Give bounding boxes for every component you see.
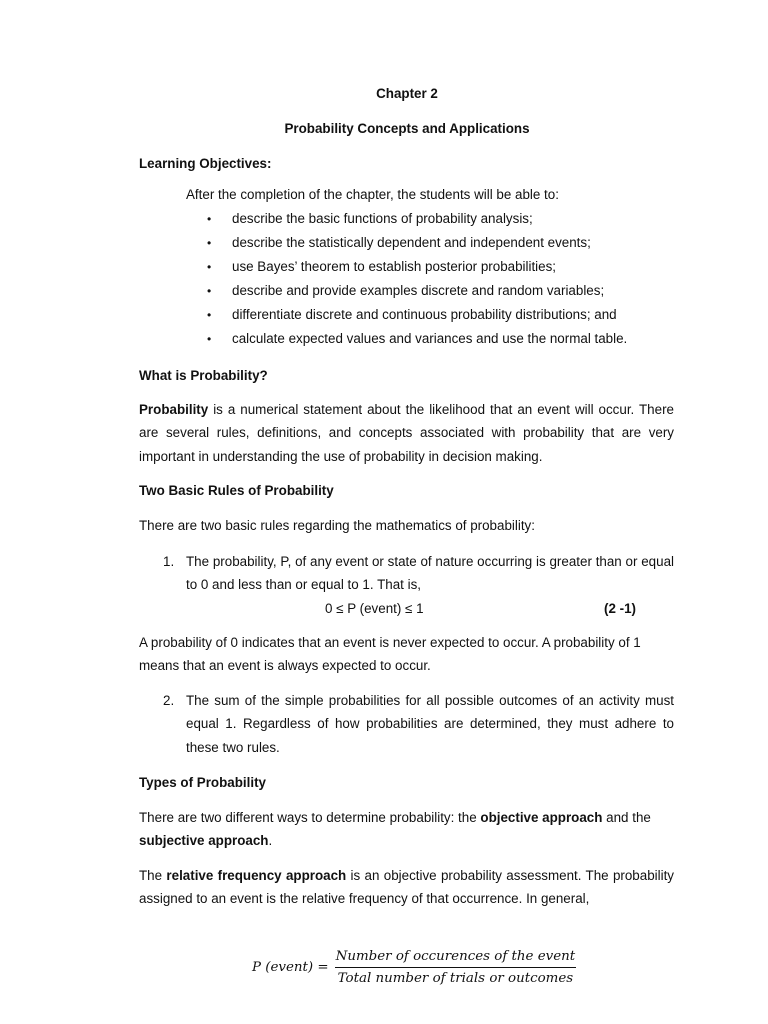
two-basic-rules-heading: Two Basic Rules of Probability xyxy=(139,483,334,498)
objectives-intro: After the completion of the chapter, the students will be able to: xyxy=(186,187,559,202)
rule-1 xyxy=(163,550,674,597)
objectives-list xyxy=(186,207,627,351)
objective-item: • describe the statistically dependent and independent events; xyxy=(186,231,627,255)
objective-item: • describe and provide examples discrete and random variables; xyxy=(186,279,627,303)
probability-range-formula: 0 ≤ P (event) ≤ 1 xyxy=(325,601,424,616)
probability-definition: Probability is a numerical statement about the likelihood that an event will occur. There are several rules, definitions, and concepts associated with probability that are very important in understanding the use of probability in decision making. xyxy=(139,402,674,464)
objective-item: • use Bayes’ theorem to establish posterior probabilities; xyxy=(186,255,627,279)
bullet-icon: • xyxy=(207,260,212,274)
relative-frequency-formula xyxy=(252,947,576,988)
bullet-icon: • xyxy=(207,308,212,322)
probability-term: Probability xyxy=(139,402,209,417)
formula-lhs: P (event) = xyxy=(252,959,329,975)
bullet-icon: • xyxy=(207,236,212,250)
objective-approach-term: objective approach xyxy=(480,810,603,825)
bullet-icon: • xyxy=(207,284,212,298)
equation-number: (2 -1) xyxy=(604,601,636,616)
formula-denominator: Total number of trials or outcomes xyxy=(337,971,574,986)
formula-numerator: Number of occurences of the event xyxy=(335,947,577,968)
subjective-approach-term: subjective approach xyxy=(139,833,269,849)
two-rules-intro: There are two basic rules regarding the mathematics of probability: xyxy=(139,518,535,533)
rule-2-number: 2. xyxy=(163,693,175,708)
objective-item: • calculate expected values and variances and use the normal table. xyxy=(186,327,627,351)
chapter-label: Chapter 2 xyxy=(376,86,438,101)
objective-item: • differentiate discrete and continuous probability distributions; and xyxy=(186,303,627,327)
formula-fraction xyxy=(335,947,577,988)
bullet-icon: • xyxy=(207,212,212,226)
rule-1-text: The probability, P, of any event or state of nature occurring is greater than or equal to 0 and less than or equal to 1. That is, xyxy=(186,554,674,593)
rule-2 xyxy=(163,689,674,759)
types-paragraph: There are two different ways to determine probability: the objective approach and the subjective approach. xyxy=(139,810,651,849)
learning-objectives-heading: Learning Objectives: xyxy=(139,156,272,171)
chapter-title: Probability Concepts and Applications xyxy=(284,121,530,136)
rule-1-explanation: A probability of 0 indicates that an event is never expected to occur. A probability of 1 means that an event is always expected to occur. xyxy=(139,635,641,674)
rule-1-number: 1. xyxy=(163,554,175,569)
what-is-probability-heading: What is Probability? xyxy=(139,368,268,383)
relative-frequency-term: relative frequency approach xyxy=(166,868,347,883)
types-of-probability-heading: Types of Probability xyxy=(139,775,266,790)
objective-item: • describe the basic functions of probability analysis; xyxy=(186,207,627,231)
rule-2-text: The sum of the simple probabilities for all possible outcomes of an activity must equal 1. Regardless of how probabilities are determined, they must adhere to these two rules. xyxy=(186,693,674,755)
bullet-icon: • xyxy=(207,332,212,346)
relative-frequency-paragraph: The relative frequency approach is an objective probability assessment. The probability assigned to an event is the relative frequency of that occurrence. In general, xyxy=(139,868,674,907)
